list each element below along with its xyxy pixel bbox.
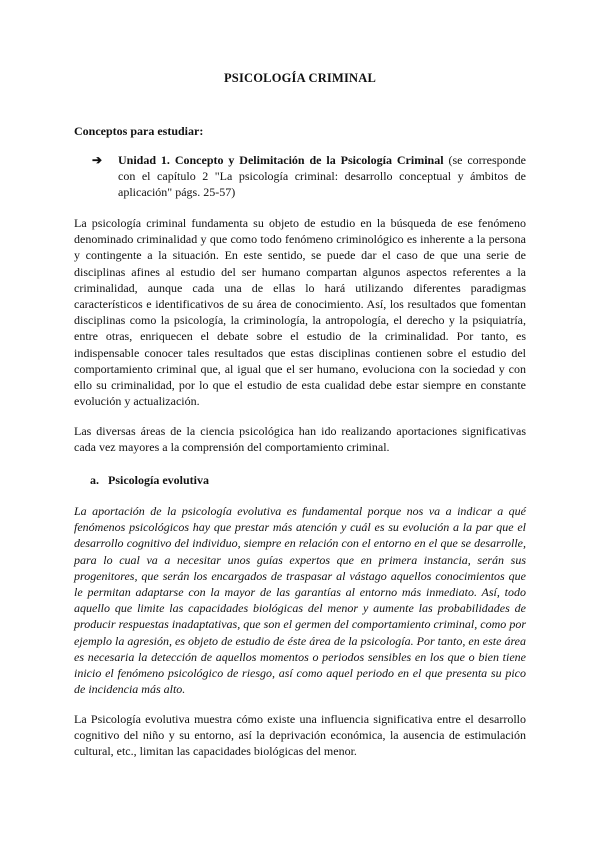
arrow-bullet-icon: ➔: [92, 153, 103, 167]
section-heading-a: [90, 473, 209, 488]
paragraph-evolutiva-summary: La Psicología evolutiva muestra cómo existe una influencia significativa entre el desarrollo cognitivo del niño y su entorno, así la deprivación económica, la ausencia de estimulación cultural, etc., limitan las capacidades biológicas del menor.: [74, 712, 526, 759]
section-letter: a.: [90, 473, 99, 487]
unit-list-item: [92, 152, 526, 200]
unit-title: Unidad 1. Concepto y Delimitación de la Psicología Criminal: [118, 153, 444, 167]
unit-text: [118, 152, 526, 200]
unit-reference: (se corresponde con el capítulo 2 "La psicología criminal: desarrollo conceptual y ámbitos de aplicación" págs. 25-57): [118, 153, 526, 199]
section-title: Psicología evolutiva: [108, 473, 209, 487]
paragraph-areas: Las diversas áreas de la ciencia psicológica han ido realizando aportaciones significativas cada vez mayores a la comprensión del comportamiento criminal.: [74, 424, 526, 455]
paragraph-evolutiva-italic: La aportación de la psicología evolutiva es fundamental porque nos va a indicar a qué fenómenos psicológicos hay que prestar más atención y cuál es su evolución a la par que el desarrollo cognitivo del individuo, siempre en relación con el entorno en el que se desarrolle, para lo cual va a necesitar unos guías expertos que en primera instancia, serán sus progenitores, que serán los encargados de traspasar al vástago aquellos conocimientos que le permitan adaptarse con la mayor de las garantías al entorno más inmediato. Así, todo aquello que limite las capacidades biológicas del menor y aumente las probabilidades de producir respuestas inadaptativas, que son el germen del comportamiento criminal, como por ejemplo la agresión, es objeto de estudio de éste área de la psicología. Por tanto, en este área es necesaria la detección de aquellos momentos o periodos sensibles en los que o bien tiene inicio el fenómeno psicológico de riesgo, así como aquel periodo en el que presenta su pico de incidencia más alto.: [74, 504, 526, 697]
concepts-subheading: Conceptos para estudiar:: [74, 124, 204, 138]
document-title: PSICOLOGÍA CRIMINAL: [223, 71, 377, 85]
paragraph-intro: La psicología criminal fundamenta su objeto de estudio en la búsqueda de ese fenómeno denominado criminalidad y que como todo fenómeno criminológico es inherente a la persona y contingente a la situación. En este sentido, se puede dar el caso de que una serie de disciplinas afines al estudio del ser humano compartan algunos aspectos referentes a la criminalidad, aunque cada una de ellas lo hará utilizando diferentes paradigmas característicos e identificativos de su área de conocimiento. Así, los resultados que fomentan disciplinas como la psicología, la criminología, la antropología, el derecho y la psiquiatría, entre otras, enriquecen el debate sobre el estudio de la criminalidad. Por tanto, es indispensable conocer tales resultados que estas disciplinas contienen sobre el estudio del comportamiento criminal que, al igual que el ser humano, evoluciona con la sociedad y con ello su criminalidad, por lo que el estudio de esta cualidad debe estar siempre en constante evolución y actualización.: [74, 216, 526, 409]
